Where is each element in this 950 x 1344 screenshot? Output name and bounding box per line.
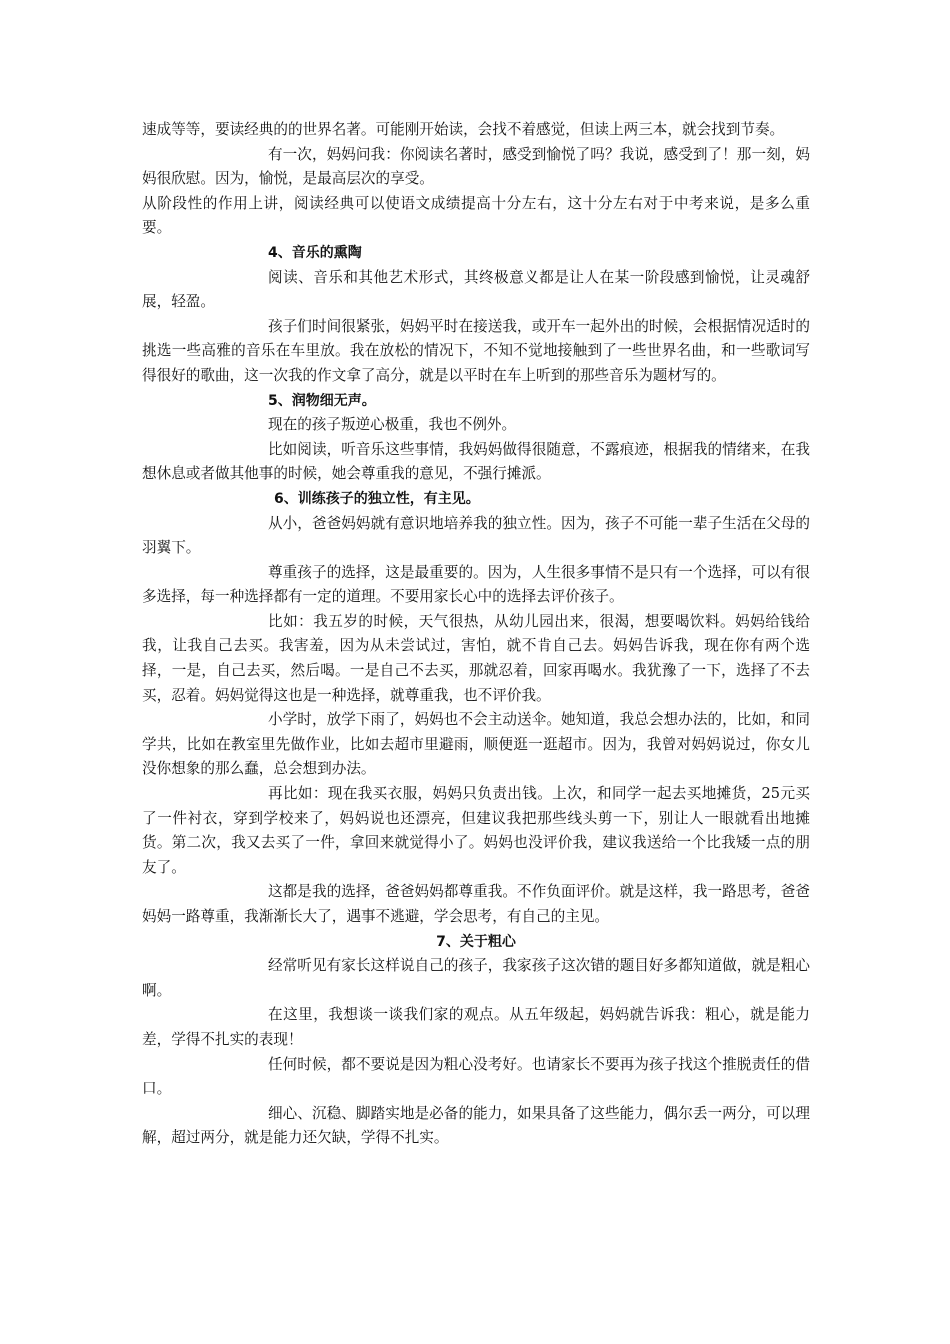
paragraph: 再比如：现在我买衣服，妈妈只负责出钱。上次，和同学一起去买地摊货，25元买了一件衬衣，穿到学校来了，妈妈说也还漂亮，但建议我把那些线头剪一下，别让人一眼就看出地摊货。第二次，我又去买了一件，拿回来就觉得小了。妈妈也没评价我，建议我送给一个比我矮一点的朋友了。 [142, 785, 810, 876]
paragraph: 孩子们时间很紧张，妈妈平时在接送我，或开车一起外出的时候，会根据情况适时的挑选一些高雅的音乐在车里放。我在放松的情况下，不知不觉地接触到了一些世界名曲，和一些歌词写得很好的歌曲，这一次我的作文拿了高分，就是以平时在车上听到的那些音乐为题材写的。 [142, 317, 810, 384]
paragraph: 比如：我五岁的时候，天气很热，从幼儿园出来，很渴，想要喝饮料。妈妈给钱给我，让我自己去买。我害羞，因为从未尝试过，害怕，就不肯自己去。妈妈告诉我，现在你有两个选择，一是，自己去买，然后喝。一是自己不去买，那就忍着，回家再喝水。我犹豫了一下，选择了不去买，忍着。妈妈觉得这也是一种选择，就尊重我，也不评价我。 [142, 612, 810, 704]
paragraph: 在这里，我想谈一谈我们家的观点。从五年级起，妈妈就告诉我：粗心，就是能力差，学得不扎实的表现！ [142, 1006, 810, 1048]
paragraph: 从小，爸爸妈妈就有意识地培养我的独立性。因为，孩子不可能一辈子生活在父母的羽翼下。 [142, 514, 810, 557]
paragraph: 有一次，妈妈问我：你阅读名著时，感受到愉悦了吗？我说，感受到了！那一刻，妈妈很欣慰。因为，愉悦，是最高层次的享受。 [142, 145, 810, 188]
section-heading: 7、关于粗心 [436, 933, 516, 950]
paragraph: 这都是我的选择，爸爸妈妈都尊重我。不作负面评价。就是这样，我一路思考，爸爸妈妈一路尊重，我渐渐长大了，遇事不逃避，学会思考，有自己的主见。 [142, 883, 810, 925]
paragraph: 细心、沉稳、脚踏实地是必备的能力，如果具备了这些能力，偶尔丢一两分，可以理解，超过两分，就是能力还欠缺，学得不扎实。 [142, 1104, 810, 1147]
document-page [142, 118, 810, 1151]
paragraph: 现在的孩子叛逆心极重，我也不例外。 [268, 416, 517, 434]
paragraph: 经常听见有家长这样说自己的孩子，我家孩子这次错的题目好多都知道做，就是粗心啊。 [142, 957, 810, 999]
paragraph: 速成等等，要读经典的的世界名著。可能刚开始读，会找不着感觉，但读上两三本，就会找到节奏。 [142, 121, 785, 138]
paragraph: 比如阅读，听音乐这些事情，我妈妈做得很随意，不露痕迹，根据我的情绪来，在我想休息或者做其他事的时候，她会尊重我的意见，不强行摊派。 [142, 440, 810, 483]
section-heading: 5、润物细无声。 [268, 392, 376, 409]
section-heading: 6、训练孩子的独立性，有主见。 [274, 490, 480, 507]
section-heading: 4、音乐的熏陶 [268, 244, 362, 261]
paragraph: 阅读、音乐和其他艺术形式，其终极意义都是让人在某一阶段感到愉悦，让灵魂舒展，轻盈。 [142, 268, 810, 311]
paragraph: 小学时，放学下雨了，妈妈也不会主动送伞。她知道，我总会想办法的，比如，和同学共，比如在教室里先做作业，比如去超市里避雨，顺便逛一逛超市。因为，我曾对妈妈说过，你女儿没你想象的那么蠢，总会想到办法。 [142, 711, 810, 778]
paragraph: 任何时候，都不要说是因为粗心没考好。也请家长不要再为孩子找这个推脱责任的借口。 [142, 1055, 810, 1098]
paragraph: 从阶段性的作用上讲，阅读经典可以使语文成绩提高十分左右，这十分左右对于中考来说，是多么重要。 [142, 194, 810, 237]
paragraph: 尊重孩子的选择，这是最重要的。因为，人生很多事情不是只有一个选择，可以有很多选择，每一种选择都有一定的道理。不要用家长心中的选择去评价孩子。 [142, 563, 810, 606]
